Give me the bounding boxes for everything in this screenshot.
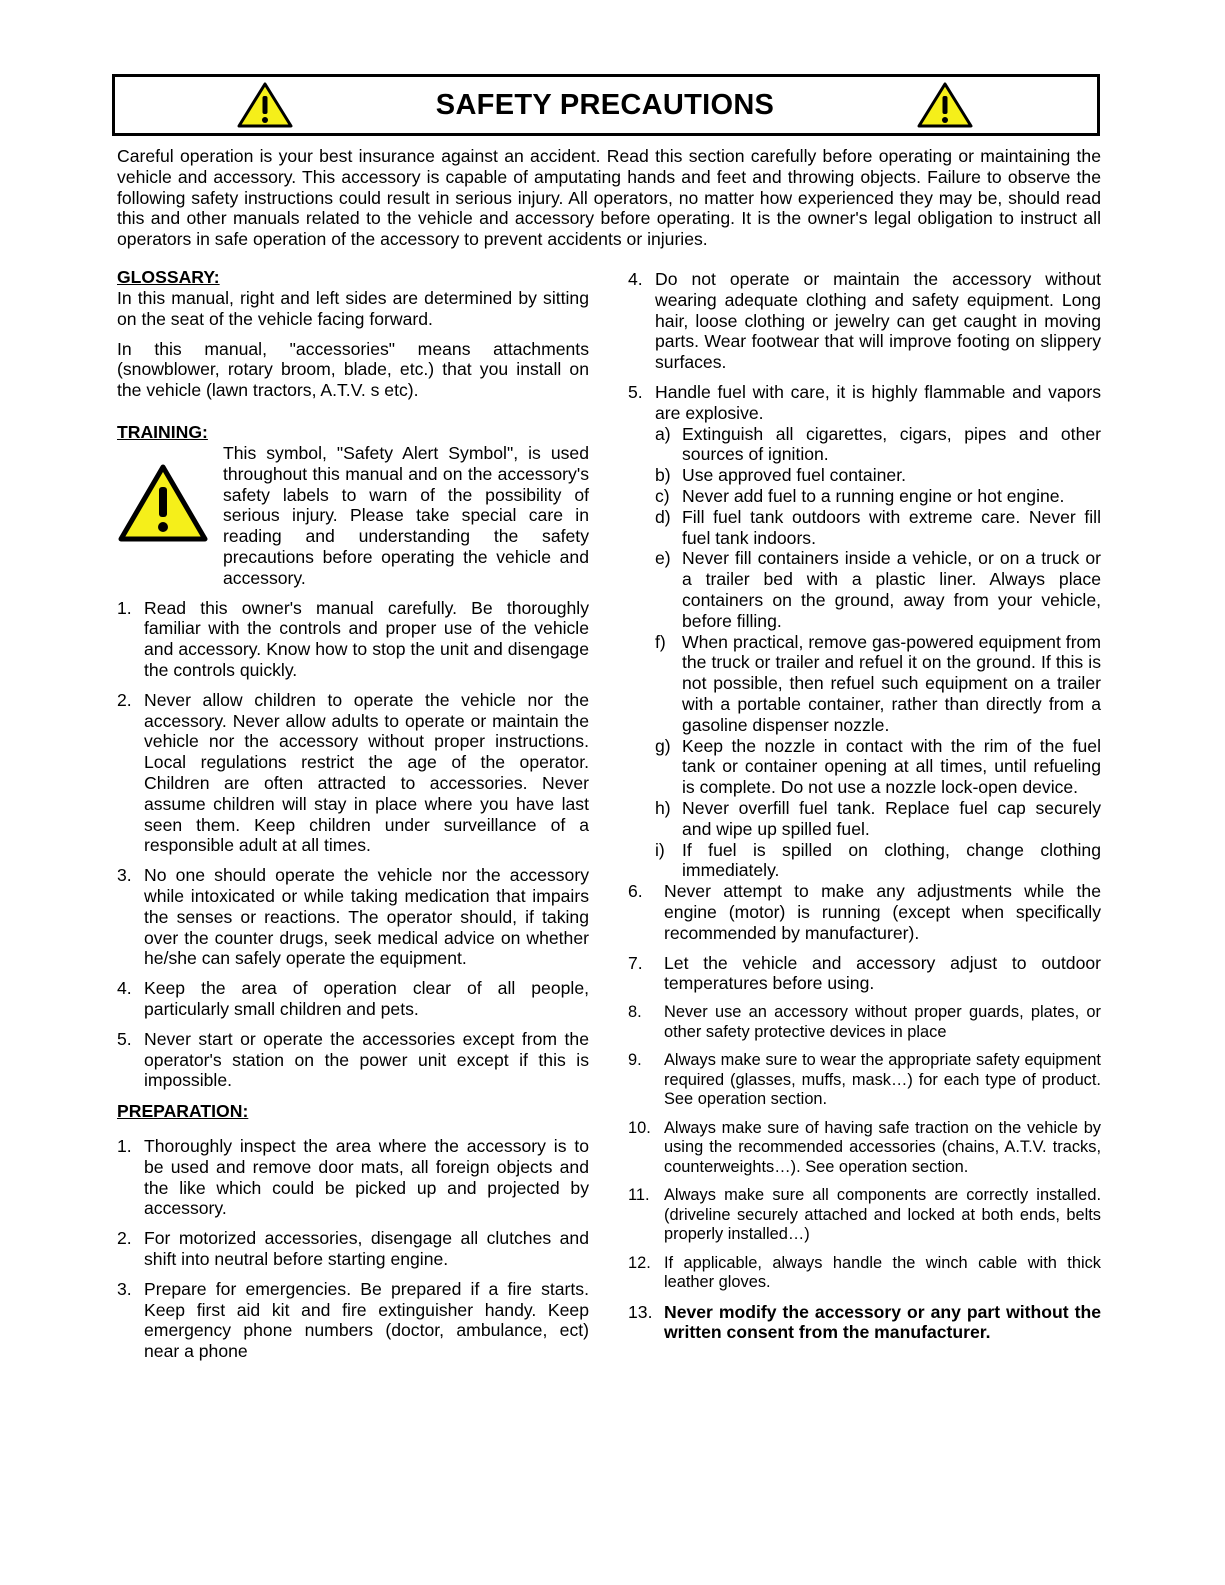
list-item: 11. Always make sure all components are correctly installed. (driveline securely attached and locked at both ends, belts properly installed…) (628, 1186, 1101, 1244)
training-list (117, 598, 589, 1092)
list-item: 3. No one should operate the vehicle nor the accessory while intoxicated or while taking medication that impairs the senses or reactions. The operator should, if taking over the counter drugs, seek medical advice on whether he/she can safely operate the equipment. (117, 865, 589, 969)
list-item: 2. Never allow children to operate the vehicle nor the accessory. Never allow adults to operate or maintain the vehicle nor the accessory without proper instructions. Local regulations restrict the age of the operator. Children are often attracted to accessories. Never assume children will stay in place where you have last seen them. Keep children under surveillance of a responsible adult at all times. (117, 689, 589, 856)
glossary-heading: GLOSSARY: (117, 267, 220, 287)
safety-alert-symbol-icon (117, 463, 207, 541)
list-item: a) Extinguish all cigarettes, cigars, pipes and other sources of ignition. (655, 423, 1101, 465)
list-item: 5. Never start or operate the accessories except from the operator's station on the power unit except if this is impossible. (117, 1028, 589, 1091)
title-banner (112, 74, 1100, 136)
list-item: 5. Handle fuel with care, it is highly flammable and vapors are explosive. a) Extinguish all cigarettes, cigars, pipes and other sources of ignition. b) Use approved fuel container. c) Never add fuel to a running engine or hot engine. d) Fill fuel tank outdoors with extreme care. Never fill fuel tank indoors. e) Never fill containers inside a vehicle, or on a truck or a trailer bed with a plastic liner. Always place containers on the ground, away from your vehicle, before filling. f) When practical, remove gas-powered equipment from the truck or trailer and refuel it on the ground. If this is not possible, then refuel such equipment on a trailer with a portable container, rather than directly from a gasoline dispenser nozzle. g) Keep the nozzle in contact with the rim of the fuel tank or container opening at all times, until refueling is complete. Do not use a nozzle lock-open device. h) Never overfill fuel tank. Replace fuel cap securely and wipe up spilled fuel. i) If fuel is spilled on clothing, change clothing immediately. (628, 381, 1101, 881)
list-item: 10. Always make sure of having safe traction on the vehicle by using the recommended accessories (chains, A.T.V. tracks, counterweights…). See operation section. (628, 1118, 1101, 1176)
right-column (628, 269, 1101, 1352)
list-item: 7. Let the vehicle and accessory adjust to outdoor temperatures before using. (628, 952, 1101, 994)
list-item: f) When practical, remove gas-powered equipment from the truck or trailer and refuel it on the ground. If this is not possible, then refuel such equipment on a trailer with a portable container, rather than directly from a gasoline dispenser nozzle. (655, 631, 1101, 735)
list-item: 4. Do not operate or maintain the accessory without wearing adequate clothing and safety equipment. Long hair, loose clothing or jewelry can get caught in moving parts. Wear footwear that will improve footing on slippery surfaces. (628, 269, 1101, 373)
list-item: i) If fuel is spilled on clothing, change clothing immediately. (655, 839, 1101, 881)
list-item: 2. For motorized accessories, disengage all clutches and shift into neutral before starting engine. (117, 1228, 589, 1270)
preparation-list-continued (628, 269, 1101, 881)
safety-alert-text: This symbol, "Safety Alert Symbol", is used throughout this manual and on the accessory's safety labels to warn of the possibility of serious injury. Please take special care in reading and understanding the safety precautions before operating the vehicle and accessory. (223, 442, 589, 588)
page-title: SAFETY PRECAUTIONS (435, 88, 775, 121)
list-item: 6. Never attempt to make any adjustments while the engine (motor) is running (except when specifically recommended by manufacturer). (628, 881, 1101, 943)
training-heading: TRAINING: (117, 421, 208, 442)
intro-paragraph: Careful operation is your best insurance against an accident. Read this section carefully before operating or maintaining the vehicle and accessory. This accessory is capable of amputating hands and feet and throwing objects. Failure to observe the following safety instructions could result in serious injury. All operators, no matter how experienced they may be, should read this and other manuals related to the vehicle and accessory before operating. It is the owner's legal obligation to instruct all operators in safe operation of the accessory to prevent accidents or injuries. (117, 146, 1101, 250)
warning-triangle-icon (235, 80, 295, 130)
preparation-list (117, 1136, 589, 1362)
list-item: 1. Read this owner's manual carefully. Be thoroughly familiar with the controls and proper use of the vehicle and accessory. Know how to stop the unit and disengage the controls quickly. (117, 597, 589, 680)
list-item: 9. Always make sure to wear the appropriate safety equipment required (glasses, muffs, mask…) for each type of product. See operation section. (628, 1051, 1101, 1109)
glossary-paragraph: In this manual, "accessories" means attachments (snowblower, rotary broom, blade, etc.) that you install on the vehicle (lawn tractors, A.T.V. s etc). (117, 338, 589, 401)
left-column (117, 266, 589, 1371)
list-item: g) Keep the nozzle in contact with the rim of the fuel tank or container opening at all times, until refueling is complete. Do not use a nozzle lock-open device. (655, 735, 1101, 798)
warning-triangle-icon (915, 80, 975, 130)
fuel-sublist (655, 424, 1101, 882)
list-item: d) Fill fuel tank outdoors with extreme care. Never fill fuel tank indoors. (655, 506, 1101, 548)
list-item: 1. Thoroughly inspect the area where the accessory is to be used and remove door mats, all foreign objects and the like which could be picked up and projected by accessory. (117, 1136, 589, 1219)
preparation-heading: PREPARATION: (117, 1101, 249, 1122)
list-item: 13. Never modify the accessory or any part without the written consent from the manufacturer. (628, 1301, 1101, 1343)
list-item: 3. Prepare for emergencies. Be prepared if a fire starts. Keep first aid kit and fire extinguisher handy. Keep emergency phone numbers (doctor, ambulance, ect) near a phone (117, 1278, 589, 1362)
glossary-paragraph: In this manual, right and left sides are determined by sitting on the seat of the vehicle facing forward. (117, 288, 589, 329)
list-item: c) Never add fuel to a running engine or hot engine. (655, 485, 1065, 506)
safety-alert-block (117, 443, 589, 589)
list-item: h) Never overfill fuel tank. Replace fuel cap securely and wipe up spilled fuel. (655, 797, 1101, 839)
preparation-list-more (628, 881, 1101, 1343)
list-item: 12. If applicable, always handle the winch cable with thick leather gloves. (628, 1253, 1101, 1292)
list-item: 4. Keep the area of operation clear of all people, particularly small children and pets. (117, 978, 589, 1019)
list-item: b) Use approved fuel container. (655, 465, 906, 486)
list-item: e) Never fill containers inside a vehicle, or on a truck or a trailer bed with a plastic liner. Always place containers on the ground, away from your vehicle, before filling. (655, 548, 1101, 631)
list-item: 8. Never use an accessory without proper guards, plates, or other safety protective devices in place (628, 1003, 1101, 1041)
